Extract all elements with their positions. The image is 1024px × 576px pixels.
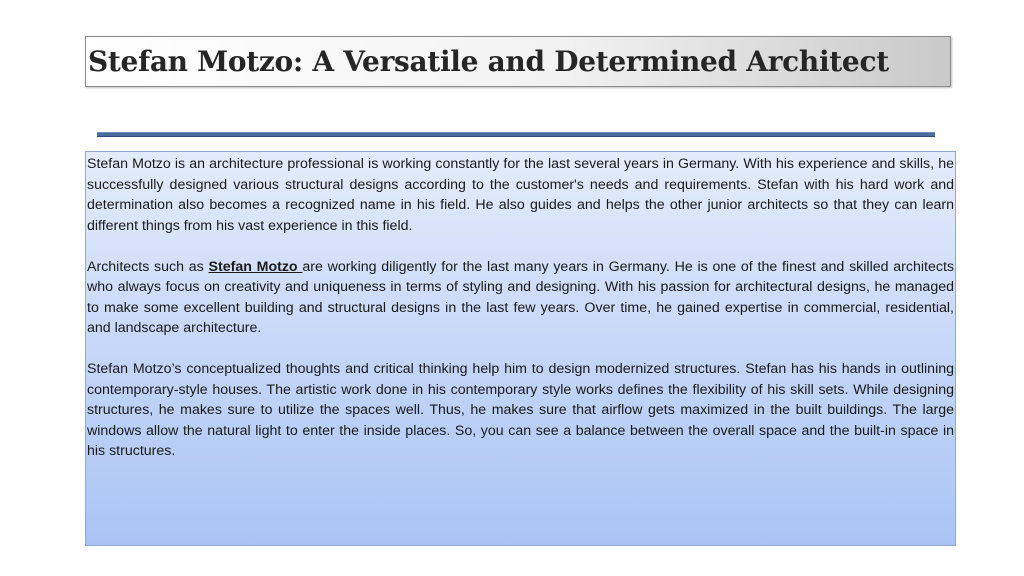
slide-title: Stefan Motzo: A Versatile and Determined Architect bbox=[88, 45, 889, 78]
paragraph-1: Stefan Motzo is an architecture professional is working constantly for the last several years in Germany. With his experience and skills, he successfully designed various structural designs according to the customer's needs and requirements. Stefan with his hard work and determination also becomes a recognized name in his field. He also guides and helps the other junior architects so that they can learn different things from his vast experience in this field. bbox=[87, 156, 954, 234]
paragraph-2-body: are working diligently for the last many years in Germany. He is one of the finest and skilled architects who always focus on creativity and uniqueness in terms of styling and designing. With his passion for architectural designs, he managed to make some excellent building and structural designs in the last few years. Over time, he gained expertise in commercial, residential, and landscape architecture. bbox=[87, 258, 954, 336]
slide-title-box bbox=[85, 36, 951, 87]
paragraph-2 bbox=[87, 257, 954, 339]
paragraph-3: Stefan Motzo’s conceptualized thoughts and critical thinking help him to design modernized structures. Stefan has his hands in outlining contemporary-style houses. The artistic work done in his contemporary style works defines the flexibility of his skill sets. While designing structures, he makes sure to utilize the spaces well. Thus, he makes sure that airflow gets maximized in the built buildings. The large windows allow the natural light to enter the inside places. So, you can see a balance between the overall space and the built-in space in his structures. bbox=[87, 361, 954, 459]
title-divider bbox=[97, 132, 935, 137]
content-box bbox=[85, 151, 956, 546]
paragraph-2-intro: Architects such as bbox=[87, 258, 209, 275]
stefan-motzo-link[interactable]: Stefan Motzo bbox=[208, 258, 303, 275]
